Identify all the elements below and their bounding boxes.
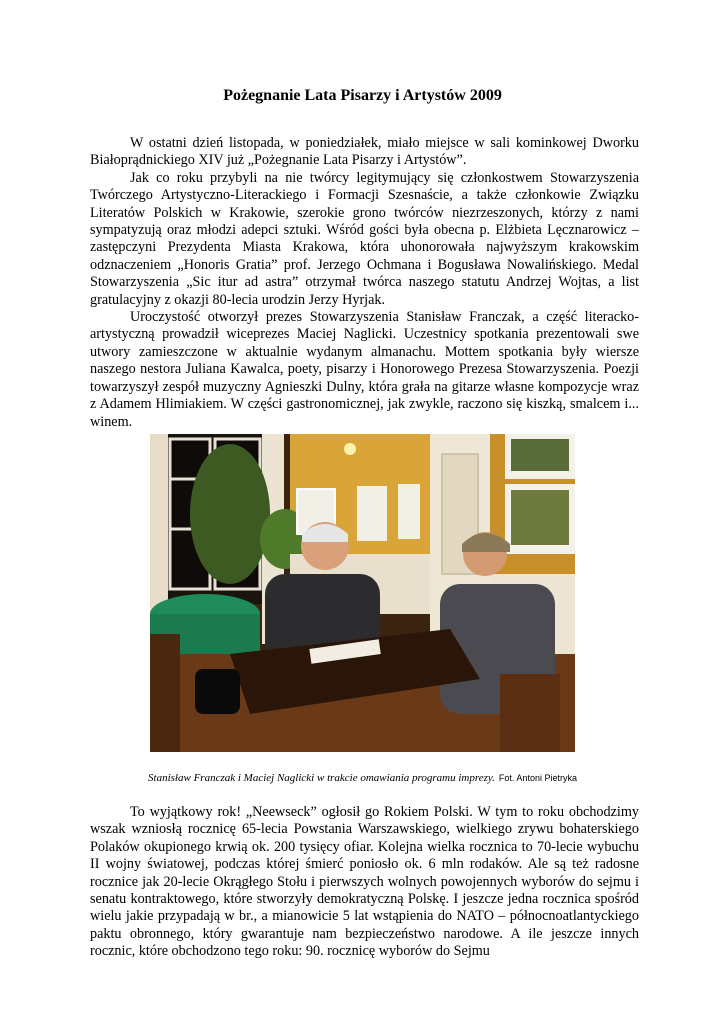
paragraph: Uroczystość otworzył prezes Stowarzyszenia Stanisław Franczak, a część literacko-artystyczną prowadził wiceprezes Maciej Naglicki. Uczestnicy spotkania prezentowali swe utwory zamieszczone w aktualnie wydanym almanachu. Mottem spotkania były wiersze naszego nestora Juliana Kawalca, poety, pisarzy i Honorowego Prezesa Stowarzyszenia. Poezji towarzyszył zespół muzyczny Agnieszki Dulny, która grała na gitarze własne kompozycje wraz z Adamem Hlimiakiem. W części gastronomicznej, jak zwykle, raczono się kiszką, smalcem i... winem. [90,309,639,430]
article-body-top [90,135,639,431]
article-title: Pożegnanie Lata Pisarzy i Artystów 2009 [223,87,502,104]
photo-caption [0,771,725,785]
paragraph: W ostatni dzień listopada, w poniedziałek, miało miejsce w sali kominkowej Dworku Białoprądnickiego XIV już „Pożegnanie Lata Pisarzy i Artystów”. [90,135,639,169]
paragraph: To wyjątkowy rok! „Neewseck” ogłosił go Rokiem Polski. W tym to roku obchodzimy wszak wzniosłą rocznicę 65-lecia Powstania Warszawskiego, wielkiego zrywu bohaterskiego Polaków okupionego krwią ok. 200 tysięcy ofiar. Kolejna wielka rocznica to 70-lecie wybuchu II wojny światowej, podczas której śmierć poniosło ok. 6 mln rodaków. Ale są też radosne rocznice jak 20-lecie Okrągłego Stołu i pierwszych wolnych powojennych wyborów do sejmu i senatu kontraktowego, które stworzyły demokratyczną Polskę. I jeszcze jedna rocznica spośród wielu jakie przypadają w br., a mianowicie 5 lat wstąpienia do NATO – północnoatlantyckiego paktu obronnego, który gwarantuje nam bezpieczeństwo narodowe. A ile jeszcze innych rocznic, które obchodzono tego roku: 90. rocznicę wyborów do Sejmu [90,804,639,960]
caption-text: Stanisław Franczak i Maciej Naglicki w trakcie omawiania programu imprezy. [148,772,495,784]
article-photo [150,434,575,752]
photo-illustration [150,434,575,752]
paragraph: Jak co roku przybyli na nie twórcy legitymujący się członkostwem Stowarzyszenia Twórczego Artystyczno-Literackiego i Formacji Szesnaście, a także członkowie Związku Literatów Polskich w Krakowie, szerokie grono twórców niezrzeszonych, którzy z nami sympatyzują oraz młodzi adepci sztuki. Wśród gości była obecna p. Elżbieta Lęcznarowicz – zastępczyni Prezydenta Miasta Krakowa, która uhonorowała najwyższym krakowskim odznaczeniem „Honoris Gratia” prof. Jerzego Ochmana i Bogusława Nowalińskiego. Medal Stowarzyszenia „Sic itur ad astra” otrzymał twórca naszego statutu Andrzej Wojtas, a list gratulacyjny z okazji 80-lecia urodzin Jerzy Hyrjak. [90,169,639,308]
article-body-bottom [90,804,639,961]
photo-credit: Fot. Antoni Pietryka [498,773,577,783]
